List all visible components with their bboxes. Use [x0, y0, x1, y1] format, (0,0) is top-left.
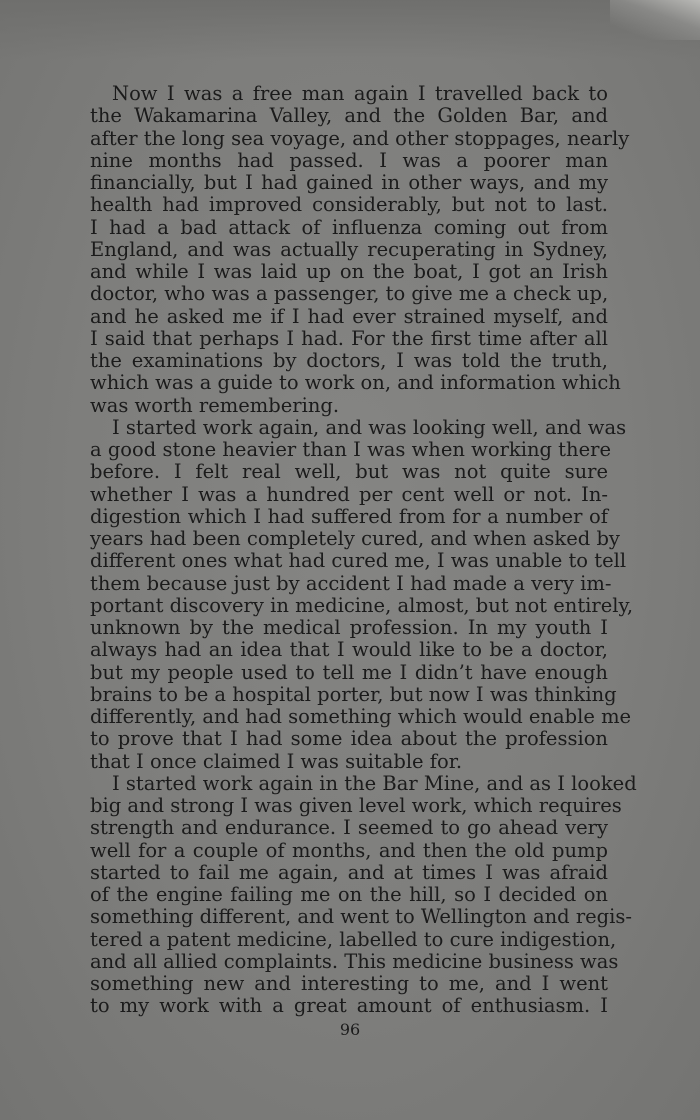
text-line: strength and endurance. I seemed to go ahead very: [90, 816, 608, 840]
text-line: which was a guide to work on, and information which: [90, 371, 621, 395]
text-line: but my people used to tell me I didn’t have enough: [90, 660, 608, 684]
text-line: Now I was a free man again I travelled back to: [112, 82, 608, 105]
text-line: whether I was a hundred per cent well or not. In-: [90, 482, 608, 506]
text-line: portant discovery in medicine, almost, but not entirely,: [90, 593, 634, 617]
text-line: something different, and went to Wellington and regis-: [90, 905, 633, 929]
text-line: big and strong I was given level work, which requires: [90, 794, 622, 817]
text-line: to prove that I had some idea about the profession: [90, 727, 608, 751]
text-line: digestion which I had suffered from for a number of: [90, 504, 608, 528]
page-number: 96: [339, 1020, 361, 1039]
text-line: I started work again, and was looking well, and was: [112, 415, 627, 439]
text-line: brains to be a hospital porter, but now I was thinking: [90, 682, 617, 706]
text-line: tered a patent medicine, labelled to cure indigestion,: [90, 927, 617, 951]
text-line: and he asked me if I had ever strained myself, and: [90, 304, 608, 328]
text-line: of the engine failing me on the hill, so I decided on: [90, 883, 608, 906]
text-line: something new and interesting to me, and I went: [90, 972, 608, 995]
text-line: them because just by accident I had made a very im-: [90, 571, 612, 595]
text-line: differently, and had something which would enable me: [90, 705, 632, 728]
text-line: financially, but I had gained in other ways, and my: [90, 171, 608, 194]
text-line: well for a couple of months, and then the old pump: [90, 838, 608, 862]
text-line: and while I was laid up on the boat, I got an Irish: [90, 260, 608, 283]
text-line: the Wakamarina Valley, and the Golden Bar, and: [90, 104, 608, 128]
text-line: before. I felt real well, but was not quite sure: [90, 460, 608, 484]
text-line: I had a bad attack of influenza coming out from: [90, 215, 608, 239]
text-line: started to fail me again, and at times I was afraid: [90, 860, 608, 884]
text-line: England, and was actually recuperating in Sydney,: [90, 237, 608, 261]
text-line: a good stone heavier than I was when working there: [90, 438, 611, 461]
text-line: I started work again in the Bar Mine, and as I looked: [112, 771, 637, 795]
text-line: after the long sea voyage, and other stoppages, nearly: [90, 126, 630, 150]
body-text: [90, 82, 637, 1018]
text-line: always had an idea that I would like to be a doctor,: [90, 638, 608, 662]
text-line: health had improved considerably, but not to last.: [90, 193, 608, 217]
text-line: and all allied complaints. This medicine business was: [90, 949, 619, 973]
page-shadow: [0, 0, 700, 60]
text-line: the examinations by doctors, I was told the truth,: [90, 349, 608, 372]
text-line: years had been completely cured, and when asked by: [90, 527, 620, 550]
text-line: was worth remembering.: [90, 393, 340, 417]
text-line: different ones what had cured me, I was unable to tell: [90, 549, 627, 573]
text-line: I said that perhaps I had. For the first time after all: [90, 326, 608, 350]
text-line: nine months had passed. I was a poorer man: [90, 148, 608, 172]
page-corner-wear: [610, 0, 700, 40]
text-line: unknown by the medical profession. In my youth I: [90, 616, 608, 639]
text-line: to my work with a great amount of enthusiasm. I: [90, 994, 608, 1018]
text-line: that I once claimed I was suitable for.: [90, 749, 463, 773]
text-line: doctor, who was a passenger, to give me a check up,: [90, 282, 609, 306]
